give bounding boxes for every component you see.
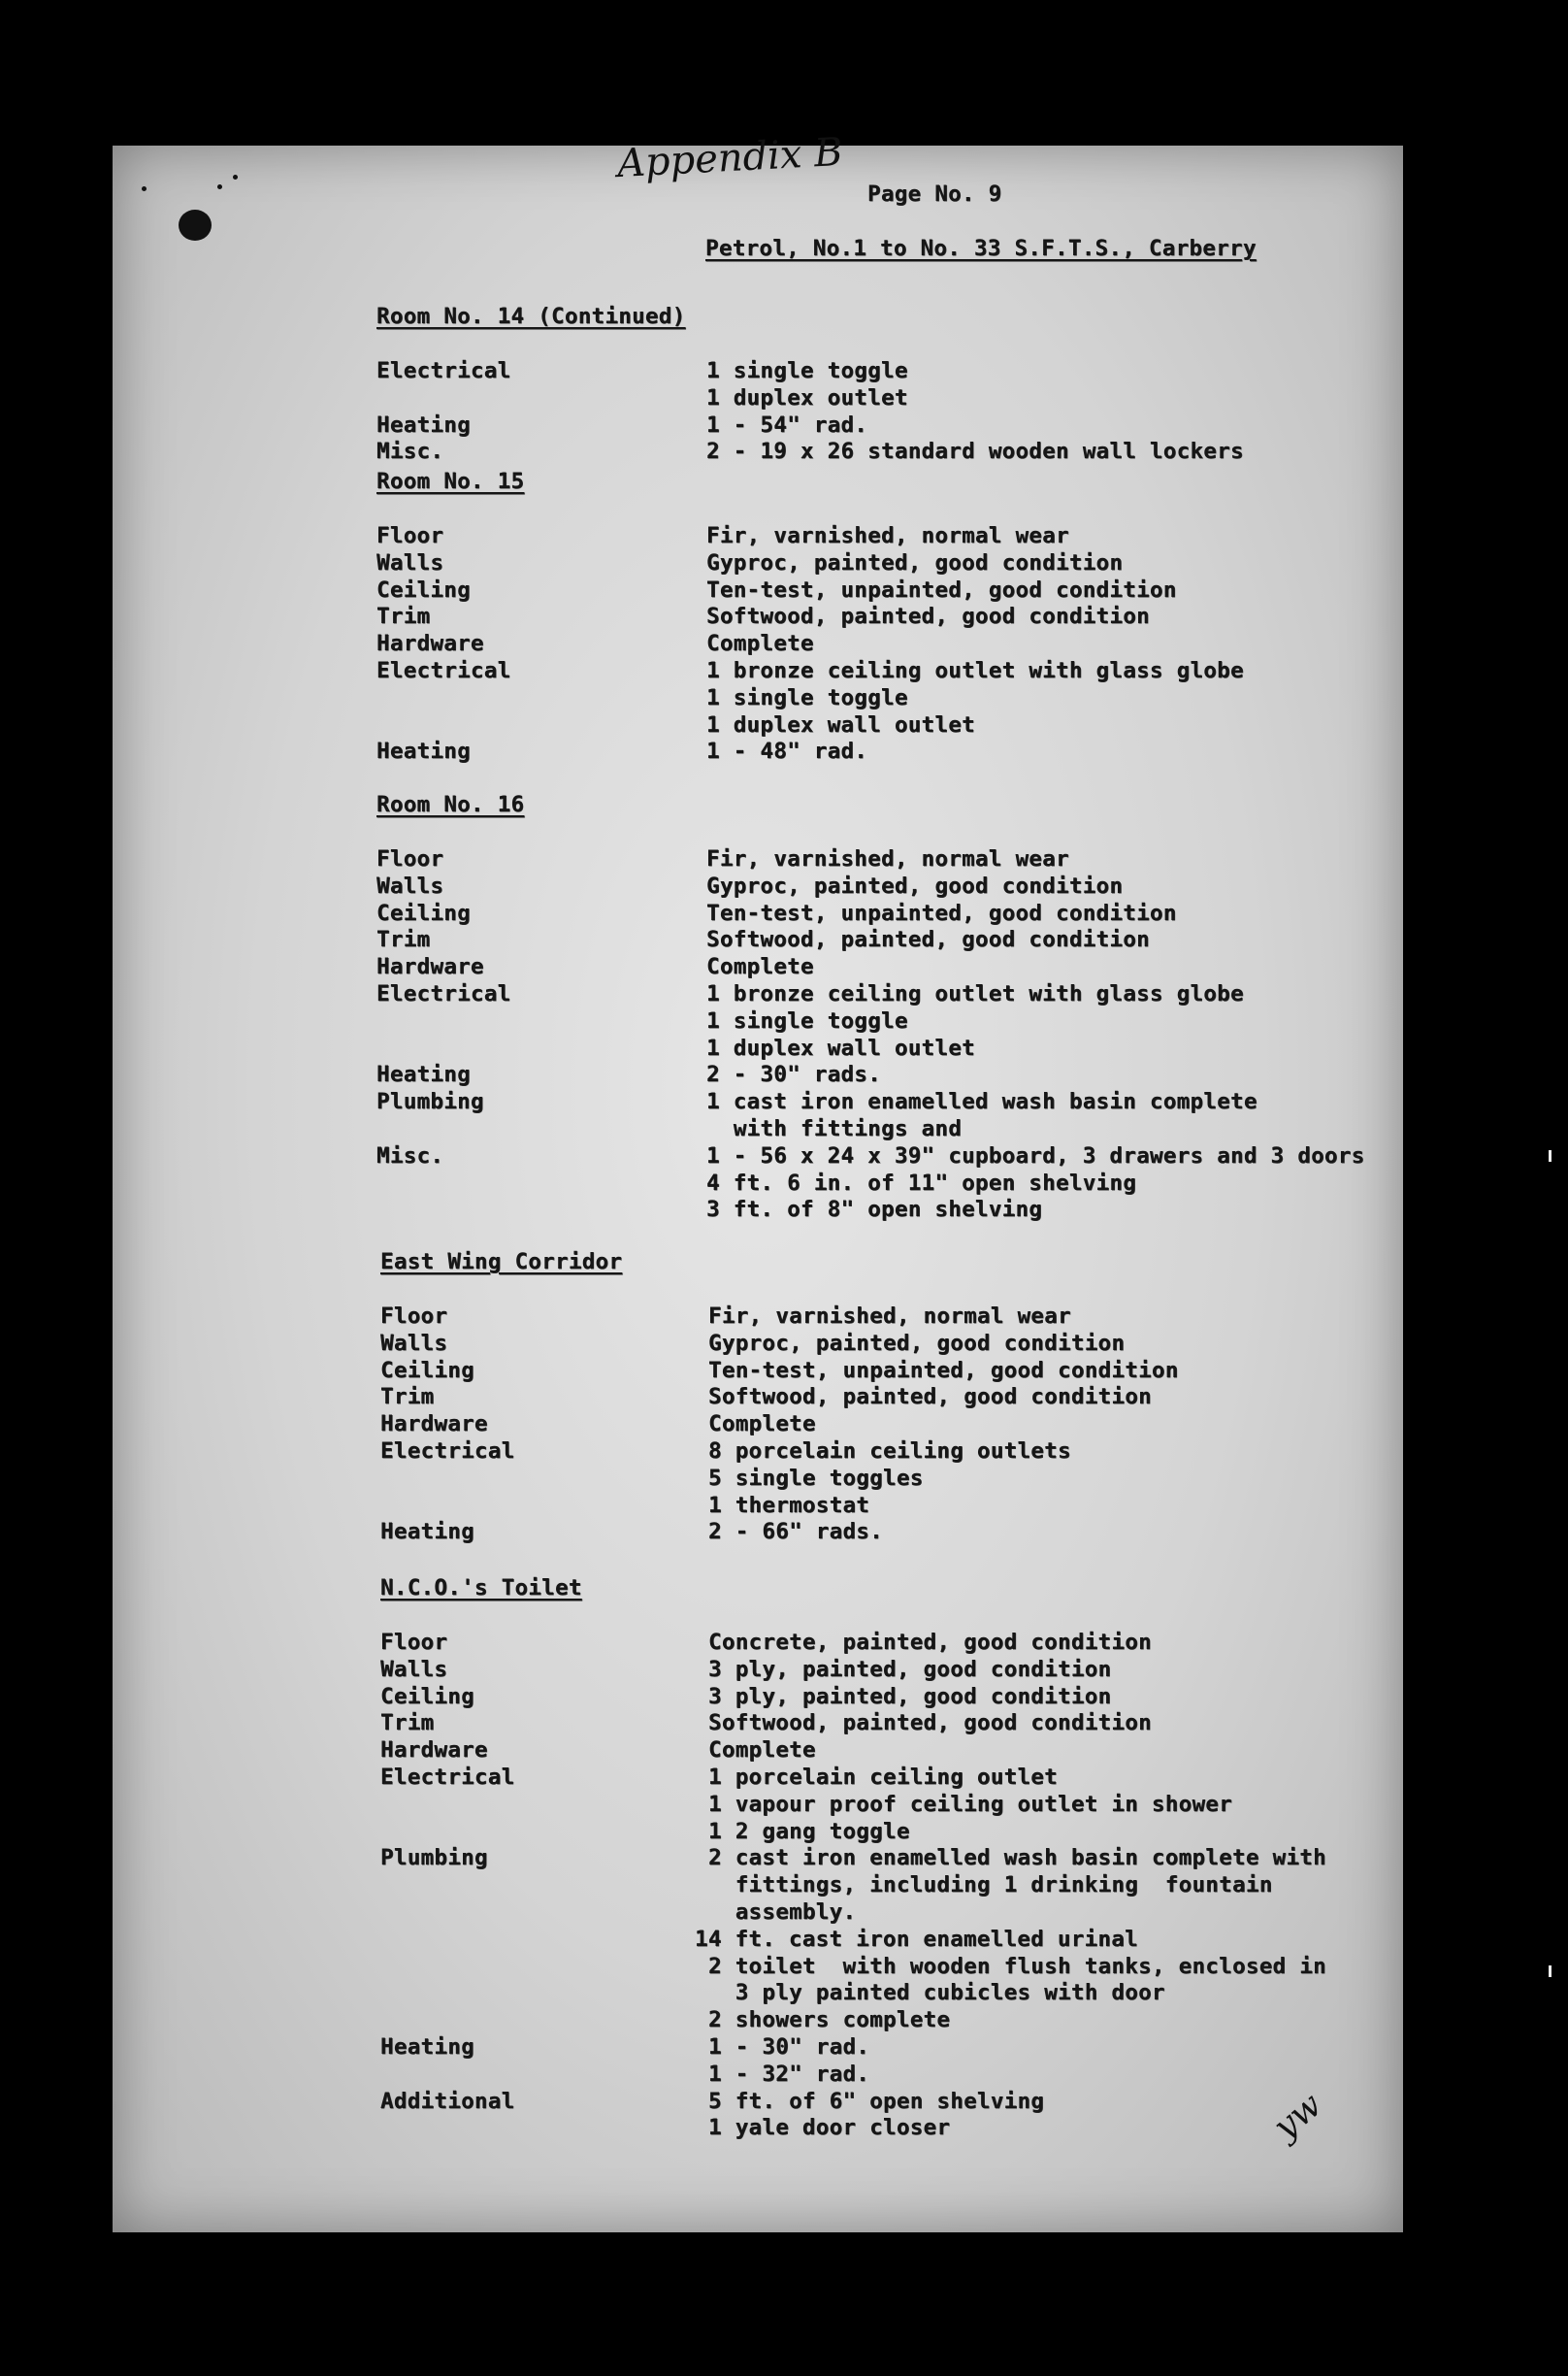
row-value: Ten-test, unpainted, good condition — [706, 900, 1177, 926]
row-label: Heating — [376, 1062, 471, 1088]
row-label: Walls — [376, 549, 444, 576]
row-label: Hardware — [380, 1737, 488, 1764]
row-value: 3 ft. of 8" open shelving — [706, 1197, 1043, 1223]
row-value: 1 single toggle — [706, 1007, 908, 1034]
row-value: fittings, including 1 drinking fountain — [708, 1872, 1273, 1898]
row-value: 2 - 19 x 26 standard wooden wall lockers — [706, 439, 1244, 465]
row-value: Softwood, painted, good condition — [706, 604, 1150, 630]
row-value: 1 - 30" rad. — [708, 2034, 870, 2060]
row-value: 1 duplex wall outlet — [706, 1035, 975, 1061]
row-label: Misc. — [376, 439, 444, 465]
row-value: Fir, varnished, normal wear — [708, 1304, 1071, 1329]
row-label: Walls — [380, 1330, 448, 1356]
row-value: 1 - 32" rad. — [708, 2061, 870, 2087]
row-value: 3 ply painted cubicles with door — [708, 1980, 1165, 2006]
row-label: Ceiling — [376, 577, 471, 603]
row-value: 1 vapour proof ceiling outlet in shower — [708, 1791, 1232, 1817]
row-value: 1 2 gang toggle — [708, 1818, 910, 1844]
row-label: Hardware — [376, 631, 484, 657]
row-value: Ten-test, unpainted, good condition — [708, 1357, 1179, 1383]
row-label: Plumbing — [376, 1089, 484, 1115]
row-label: Electrical — [380, 1438, 515, 1464]
row-value: 1 - 48" rad. — [706, 739, 868, 765]
row-label: Misc. — [376, 1142, 444, 1169]
row-value: Gyproc, painted, good condition — [706, 549, 1124, 576]
row-value: 5 ft. of 6" open shelving — [708, 2088, 1045, 2114]
row-value: 1 duplex outlet — [706, 384, 908, 411]
section-title: Room No. 14 (Continued) — [376, 304, 686, 329]
row-value: 1 - 54" rad. — [706, 412, 868, 438]
row-value: with fittings and — [706, 1116, 963, 1141]
ink-speck — [142, 186, 147, 191]
row-value: 2 showers complete — [708, 2007, 951, 2033]
row-value: 2 - 66" rads. — [708, 1519, 883, 1545]
row-label: Hardware — [380, 1411, 488, 1437]
row-value: 5 single toggles — [708, 1465, 924, 1491]
row-label: Floor — [380, 1304, 448, 1329]
row-value: Gyproc, painted, good condition — [706, 873, 1124, 899]
section-title: Room No. 16 — [376, 792, 525, 817]
row-value: 14 ft. cast iron enamelled urinal — [695, 1926, 1138, 1952]
row-label: Plumbing — [380, 1845, 488, 1871]
row-value: Softwood, painted, good condition — [708, 1384, 1152, 1410]
row-value: Softwood, painted, good condition — [706, 927, 1150, 953]
section-title: East Wing Corridor — [380, 1249, 623, 1274]
row-label: Walls — [380, 1656, 448, 1682]
row-value: 1 single toggle — [706, 358, 908, 383]
ink-blot — [179, 210, 212, 241]
row-label: Heating — [376, 412, 471, 438]
row-value: 8 porcelain ceiling outlets — [708, 1438, 1071, 1464]
row-label: Floor — [376, 846, 444, 872]
row-label: Ceiling — [376, 900, 471, 926]
row-value: 1 - 56 x 24 x 39" cupboard, 3 drawers and 3 doors — [706, 1142, 1365, 1169]
row-value: Complete — [708, 1737, 816, 1764]
row-label: Additional — [380, 2088, 515, 2114]
row-value: Complete — [708, 1411, 816, 1437]
row-label: Floor — [380, 1630, 448, 1655]
row-label: Floor — [376, 523, 444, 548]
row-value: Fir, varnished, normal wear — [706, 846, 1069, 872]
row-value: 1 yale door closer — [708, 2115, 951, 2141]
row-value: 2 cast iron enamelled wash basin complete with — [708, 1845, 1326, 1871]
section-title: Room No. 15 — [376, 469, 525, 494]
row-label: Ceiling — [380, 1683, 474, 1709]
row-value: Concrete, painted, good condition — [708, 1630, 1152, 1655]
row-value: Fir, varnished, normal wear — [706, 523, 1069, 548]
row-label: Trim — [376, 604, 431, 630]
row-value: Complete — [706, 954, 814, 980]
scan-edge-mark — [1549, 1965, 1552, 1977]
row-value: 1 single toggle — [706, 684, 908, 710]
row-value: 1 bronze ceiling outlet with glass globe — [706, 658, 1244, 683]
scan-edge-mark — [1549, 1150, 1552, 1162]
row-value: 2 toilet with wooden flush tanks, enclosed in — [708, 1953, 1326, 1979]
row-value: 1 thermostat — [708, 1492, 870, 1518]
row-value: 1 cast iron enamelled wash basin complete — [706, 1089, 1258, 1115]
row-value: Complete — [706, 631, 814, 657]
row-label: Heating — [376, 739, 471, 765]
row-label: Electrical — [380, 1765, 515, 1790]
section-title: N.C.O.'s Toilet — [380, 1575, 582, 1600]
row-value: 1 bronze ceiling outlet with glass globe — [706, 981, 1244, 1006]
row-value: Gyproc, painted, good condition — [708, 1330, 1126, 1356]
row-label: Electrical — [376, 358, 511, 383]
row-label: Hardware — [376, 954, 484, 980]
row-value: 1 porcelain ceiling outlet — [708, 1765, 1058, 1790]
row-label: Electrical — [376, 981, 511, 1006]
row-label: Electrical — [376, 658, 511, 683]
row-value: Softwood, painted, good condition — [708, 1710, 1152, 1736]
row-label: Trim — [380, 1384, 435, 1410]
row-label: Walls — [376, 873, 444, 899]
row-value: assembly. — [708, 1899, 857, 1925]
row-value: Ten-test, unpainted, good condition — [706, 577, 1177, 603]
document-page — [113, 129, 1403, 2232]
row-label: Ceiling — [380, 1357, 474, 1383]
row-value: 3 ply, painted, good condition — [708, 1683, 1112, 1709]
appendix-annotation: Appendix B — [615, 129, 844, 187]
ink-speck — [217, 184, 222, 189]
row-value: 3 ply, painted, good condition — [708, 1656, 1112, 1682]
row-value: 1 duplex wall outlet — [706, 711, 975, 738]
row-value: 2 - 30" rads. — [706, 1062, 881, 1088]
page-number: Page No. 9 — [867, 182, 1002, 207]
row-label: Trim — [376, 927, 431, 953]
row-label: Trim — [380, 1710, 435, 1736]
initials-annotation: yw — [1265, 2085, 1330, 2148]
document-header: Petrol, No.1 to No. 33 S.F.T.S., Carberry — [705, 236, 1257, 261]
row-value: 4 ft. 6 in. of 11" open shelving — [706, 1170, 1137, 1196]
row-label: Heating — [380, 2034, 474, 2060]
row-label: Heating — [380, 1519, 474, 1545]
ink-speck — [233, 175, 238, 180]
